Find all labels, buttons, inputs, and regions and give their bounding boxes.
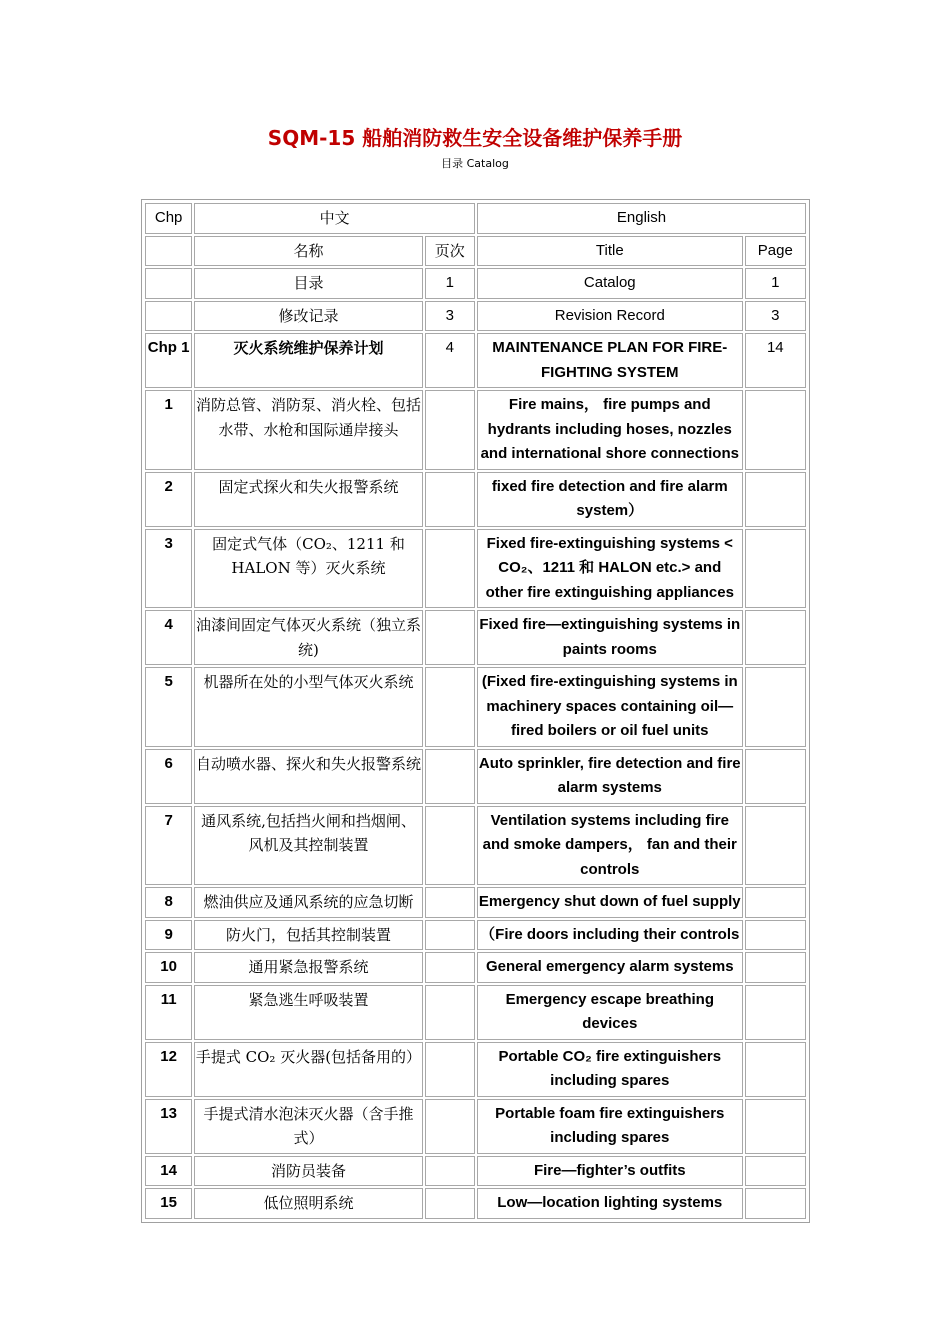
zh-page-cell bbox=[425, 806, 475, 886]
en-page-cell bbox=[745, 887, 806, 918]
table-row bbox=[145, 301, 806, 332]
header-en-page: Page bbox=[745, 236, 806, 267]
table-row bbox=[145, 667, 806, 747]
section-number-cell: 12 bbox=[145, 1042, 192, 1097]
en-title-cell: Revision Record bbox=[477, 301, 743, 332]
en-page-cell bbox=[745, 529, 806, 609]
zh-page-cell bbox=[425, 529, 475, 609]
zh-page-cell bbox=[425, 1156, 475, 1187]
zh-page-cell bbox=[425, 1042, 475, 1097]
empty-cell bbox=[145, 268, 192, 299]
en-page-cell bbox=[745, 952, 806, 983]
en-title-cell: Catalog bbox=[477, 268, 743, 299]
zh-name-cell: 目录 bbox=[194, 268, 422, 299]
section-number-cell: 3 bbox=[145, 529, 192, 609]
table-row bbox=[145, 472, 806, 527]
zh-page-cell bbox=[425, 472, 475, 527]
en-page-cell bbox=[745, 1099, 806, 1154]
en-page-cell bbox=[745, 472, 806, 527]
en-title-cell: fixed fire detection and fire alarm system） bbox=[477, 472, 743, 527]
chapter-zh-page: 4 bbox=[425, 333, 475, 388]
section-number-cell: 11 bbox=[145, 985, 192, 1040]
table-row bbox=[145, 390, 806, 470]
zh-page-cell bbox=[425, 1099, 475, 1154]
en-page-cell bbox=[745, 1156, 806, 1187]
document-title: SQM-15 船舶消防救生安全设备维护保养手册 bbox=[267, 126, 683, 150]
zh-page-cell: 1 bbox=[425, 268, 475, 299]
table-row bbox=[145, 806, 806, 886]
section-number-cell: 15 bbox=[145, 1188, 192, 1219]
document-subtitle: 目录 Catalog bbox=[441, 157, 509, 170]
en-title-cell: Portable CO₂ fire extinguishers including spares bbox=[477, 1042, 743, 1097]
en-title-cell: Ventilation systems including fire and smoke dampers， fan and their controls bbox=[477, 806, 743, 886]
zh-name-cell: 紧急逃生呼吸装置 bbox=[194, 985, 422, 1040]
en-title-cell: Emergency shut down of fuel supply bbox=[477, 887, 743, 918]
chapter-en-title: MAINTENANCE PLAN FOR FIRE-FIGHTING SYSTEM bbox=[477, 333, 743, 388]
en-title-cell: Fire mains， fire pumps and hydrants including hoses, nozzles and international shore connections bbox=[477, 390, 743, 470]
table-row bbox=[145, 1188, 806, 1219]
chapter-row bbox=[145, 333, 806, 388]
zh-page-cell bbox=[425, 749, 475, 804]
table-row bbox=[145, 268, 806, 299]
section-number-cell: 10 bbox=[145, 952, 192, 983]
zh-name-cell: 通用紧急报警系统 bbox=[194, 952, 422, 983]
zh-page-cell bbox=[425, 610, 475, 665]
zh-page-cell bbox=[425, 1188, 475, 1219]
en-title-cell: Emergency escape breathing devices bbox=[477, 985, 743, 1040]
table-row bbox=[145, 1156, 806, 1187]
zh-name-cell: 自动喷水器、探火和失火报警系统 bbox=[194, 749, 422, 804]
zh-name-cell: 固定式气体（CO₂、1211 和 HALON 等）灭火系统 bbox=[194, 529, 422, 609]
zh-page-cell: 3 bbox=[425, 301, 475, 332]
section-number-cell: 4 bbox=[145, 610, 192, 665]
section-number-cell: 7 bbox=[145, 806, 192, 886]
table-subheader-row bbox=[145, 236, 806, 267]
zh-name-cell: 固定式探火和失火报警系统 bbox=[194, 472, 422, 527]
en-title-cell: Fixed fire-extinguishing systems < CO₂、1211 和 HALON etc.> and other fire extinguishing appliances bbox=[477, 529, 743, 609]
en-page-cell: 3 bbox=[745, 301, 806, 332]
zh-name-cell: 手提式 CO₂ 灭火器(包括备用的） bbox=[194, 1042, 422, 1097]
header-english: English bbox=[477, 203, 806, 234]
chapter-number: Chp 1 bbox=[145, 333, 192, 388]
zh-page-cell bbox=[425, 952, 475, 983]
header-chinese: 中文 bbox=[194, 203, 475, 234]
section-number-cell: 5 bbox=[145, 667, 192, 747]
zh-name-cell: 油漆间固定气体灭火系统（独立系统) bbox=[194, 610, 422, 665]
zh-name-cell: 通风系统,包括挡火闸和挡烟闸、风机及其控制装置 bbox=[194, 806, 422, 886]
section-number-cell: 1 bbox=[145, 390, 192, 470]
en-page-cell bbox=[745, 920, 806, 951]
table-row bbox=[145, 1099, 806, 1154]
en-page-cell: 1 bbox=[745, 268, 806, 299]
zh-name-cell: 消防员装备 bbox=[194, 1156, 422, 1187]
en-page-cell bbox=[745, 985, 806, 1040]
section-number-cell: 8 bbox=[145, 887, 192, 918]
chapter-zh-title: 灭火系统维护保养计划 bbox=[194, 333, 422, 388]
section-number-cell: 14 bbox=[145, 1156, 192, 1187]
en-title-cell: (Fixed fire-extinguishing systems in machinery spaces containing oil—fired boilers or oil fuel units bbox=[477, 667, 743, 747]
table-row bbox=[145, 952, 806, 983]
en-title-cell: （Fire doors including their controls bbox=[477, 920, 743, 951]
table-header-row bbox=[145, 203, 806, 234]
table-row bbox=[145, 610, 806, 665]
zh-page-cell bbox=[425, 667, 475, 747]
zh-name-cell: 防火门，包括其控制装置 bbox=[194, 920, 422, 951]
zh-name-cell: 低位照明系统 bbox=[194, 1188, 422, 1219]
section-number-cell: 13 bbox=[145, 1099, 192, 1154]
empty-cell bbox=[145, 236, 192, 267]
table-row bbox=[145, 529, 806, 609]
header-en-title: Title bbox=[477, 236, 743, 267]
chapter-en-page: 14 bbox=[745, 333, 806, 388]
en-page-cell bbox=[745, 806, 806, 886]
empty-cell bbox=[145, 301, 192, 332]
en-title-cell: Portable foam fire extinguishers including spares bbox=[477, 1099, 743, 1154]
header-zh-page: 页次 bbox=[425, 236, 475, 267]
table-row bbox=[145, 920, 806, 951]
zh-page-cell bbox=[425, 390, 475, 470]
table-row bbox=[145, 887, 806, 918]
table-row bbox=[145, 1042, 806, 1097]
zh-name-cell: 手提式清水泡沫灭火器（含手推式） bbox=[194, 1099, 422, 1154]
en-title-cell: Fire—fighter’s outfits bbox=[477, 1156, 743, 1187]
en-page-cell bbox=[745, 610, 806, 665]
table-row bbox=[145, 749, 806, 804]
section-number-cell: 9 bbox=[145, 920, 192, 951]
en-page-cell bbox=[745, 1042, 806, 1097]
zh-name-cell: 机器所在处的小型气体灭火系统 bbox=[194, 667, 422, 747]
section-number-cell: 2 bbox=[145, 472, 192, 527]
section-number-cell: 6 bbox=[145, 749, 192, 804]
zh-page-cell bbox=[425, 920, 475, 951]
zh-page-cell bbox=[425, 887, 475, 918]
zh-page-cell bbox=[425, 985, 475, 1040]
en-title-cell: Fixed fire—extinguishing systems in paints rooms bbox=[477, 610, 743, 665]
en-title-cell: General emergency alarm systems bbox=[477, 952, 743, 983]
catalog-table bbox=[141, 199, 810, 1223]
zh-name-cell: 消防总管、消防泵、消火栓、包括水带、水枪和国际通岸接头 bbox=[194, 390, 422, 470]
en-page-cell bbox=[745, 749, 806, 804]
en-title-cell: Auto sprinkler, fire detection and fire alarm systems bbox=[477, 749, 743, 804]
header-chp: Chp bbox=[145, 203, 192, 234]
en-page-cell bbox=[745, 667, 806, 747]
header-zh-name: 名称 bbox=[194, 236, 422, 267]
en-page-cell bbox=[745, 1188, 806, 1219]
zh-name-cell: 修改记录 bbox=[194, 301, 422, 332]
table-row bbox=[145, 985, 806, 1040]
zh-name-cell: 燃油供应及通风系统的应急切断 bbox=[194, 887, 422, 918]
en-page-cell bbox=[745, 390, 806, 470]
en-title-cell: Low—location lighting systems bbox=[477, 1188, 743, 1219]
